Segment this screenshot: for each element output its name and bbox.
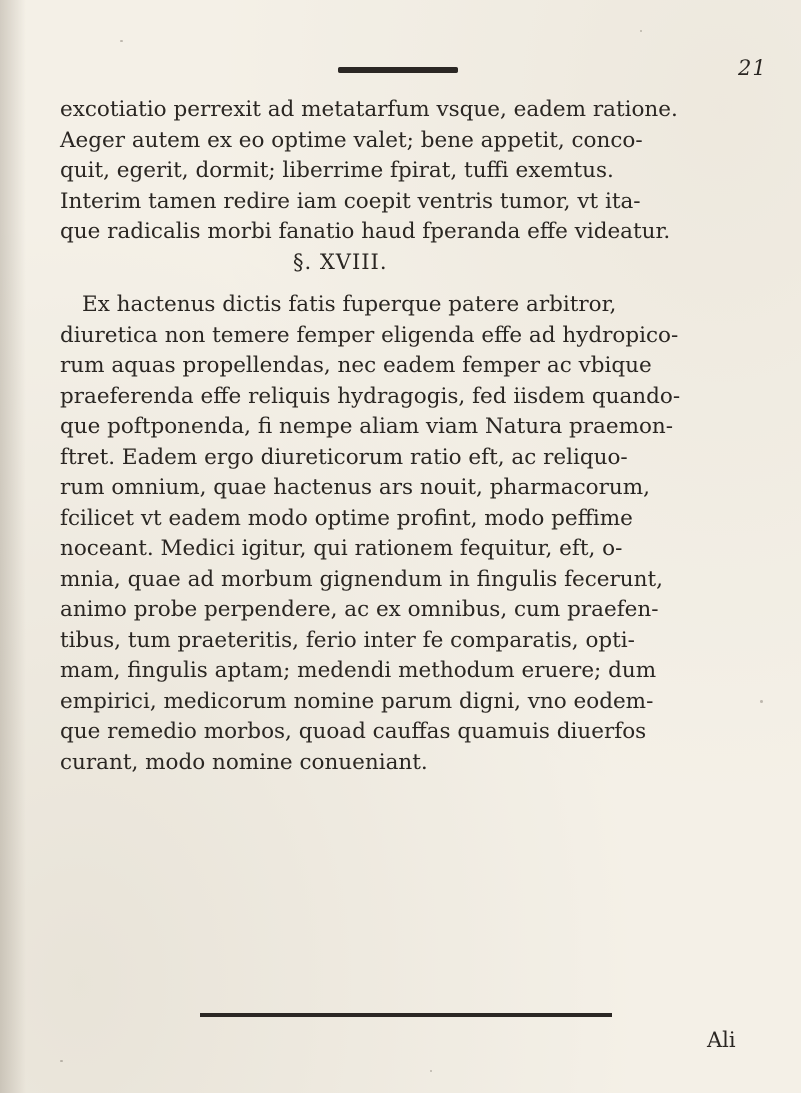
text-line: que poftponenda, fi nempe aliam viam Natura praemon- [60, 414, 674, 439]
text-line: praeferenda effe reliquis hydragogis, fed iisdem quando- [60, 383, 681, 409]
text-line: rum omnium, quae hactenus ars nouit, pharmacorum, [60, 475, 650, 500]
paper-speck [640, 30, 642, 32]
text-line: diuretica non temere femper eligenda effe ad hydropico- [60, 322, 679, 348]
text-line: tibus, tum praeteritis, ferio inter fe comparatis, opti- [60, 627, 635, 653]
section-heading: §. XVIII. [293, 250, 388, 274]
header-rule [338, 67, 458, 73]
paragraph-2 [60, 290, 778, 778]
paper-speck [120, 40, 123, 42]
paragraph-1 [60, 95, 778, 248]
page-edge-shadow [0, 0, 26, 1093]
page-number: 21 [738, 56, 767, 80]
text-line: mam, fingulis aptam; medendi methodum eruere; dum [60, 658, 657, 683]
text-line: Aeger autem ex eo optime valet; bene appetit, conco- [60, 127, 643, 153]
text-line: excotiatio perrexit ad metatarfum vsque, eadem ratione. [60, 97, 678, 122]
text-line: rum aquas propellendas, nec eadem femper ac vbique [60, 353, 652, 378]
text-line: fcilicet vt eadem modo optime profint, modo peffime [60, 505, 633, 531]
text-line: animo probe perpendere, ac ex omnibus, cum praefen- [60, 597, 659, 622]
text-line: noceant. Medici igitur, qui rationem fequitur, eft, o- [60, 536, 623, 561]
text-line: mnia, quae ad morbum gignendum in fingulis fecerunt, [60, 566, 663, 592]
paper-speck [430, 1070, 432, 1072]
text-line: empirici, medicorum nomine parum digni, vno eodem- [60, 688, 654, 714]
catchword: Ali [707, 1028, 736, 1052]
text-line: que radicalis morbi fanatio haud fperanda effe videatur. [60, 219, 671, 244]
text-line: quit, egerit, dormit; liberrime fpirat, tuffi exemtus. [60, 158, 614, 183]
text-line: Ex hactenus dictis fatis fuperque patere arbitror, [82, 292, 617, 317]
text-line: ftret. Eadem ergo diureticorum ratio eft, ac reliquo- [60, 444, 628, 470]
text-line: curant, modo nomine conueniant. [60, 749, 428, 775]
paper-speck [60, 1060, 63, 1062]
text-line: Interim tamen redire iam coepit ventris tumor, vt ita- [60, 188, 641, 214]
footer-rule [200, 1013, 612, 1017]
text-line: que remedio morbos, quoad cauffas quamuis diuerfos [60, 719, 647, 744]
paper-speck [760, 700, 763, 703]
